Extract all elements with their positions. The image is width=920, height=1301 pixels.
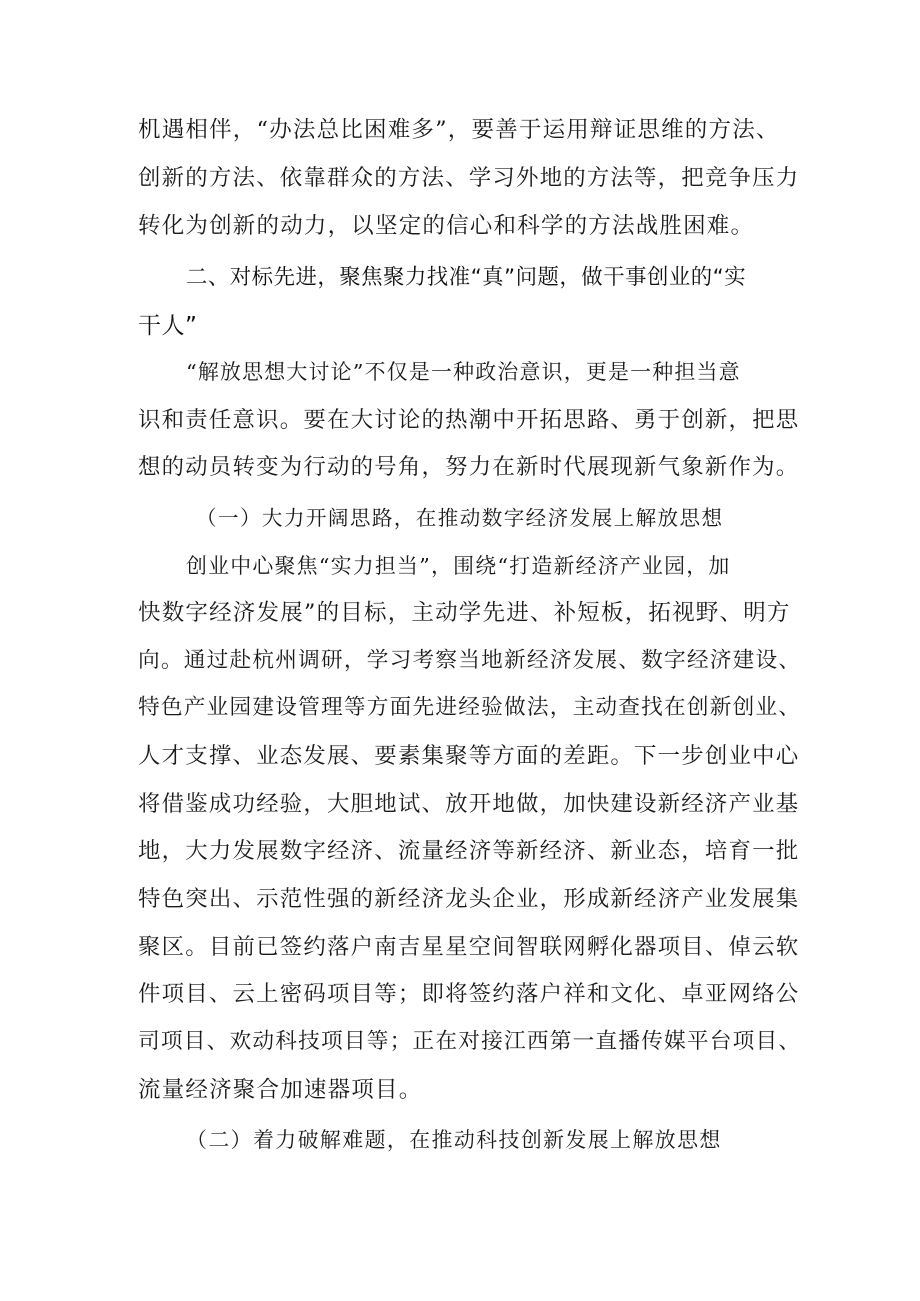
paragraph-line-15: 将借鉴成功经验，大胆地试、放开地做，加快建设新经济产业基 — [138, 791, 800, 817]
paragraph-line-19: 件项目、云上密码项目等；即将签约落户祥和文化、卓亚网络公 — [138, 981, 800, 1007]
paragraph-line-21: 流量经济聚合加速器项目。 — [138, 1077, 423, 1103]
paragraph-line-3: 转化为创新的动力，以坚定的信心和科学的方法战胜困难。 — [138, 213, 755, 239]
paragraph-line-10: 创业中心聚焦“实力担当”，围绕“打造新经济产业园，加 — [186, 554, 731, 578]
paragraph-line-16: 地，大力发展数字经济、流量经济等新经济、新业态，培育一批 — [138, 838, 800, 864]
paragraph-line-18: 聚区。目前已签约落户南吉星星空间智联网孵化器项目、倬云软 — [138, 934, 800, 960]
paragraph-line-11: 快数字经济发展”的目标，主动学先进、补短板，拓视野、明方 — [138, 600, 791, 626]
paragraph-line-1: 机遇相伴，“办法总比困难多”，要善于运用辩证思维的方法、 — [138, 117, 780, 143]
paragraph-line-14: 人才支撑、业态发展、要素集聚等方面的差距。下一步创业中心 — [138, 743, 800, 769]
section-heading-line-2: 干人” — [138, 313, 198, 339]
subheading-2: （二）着力破解难题，在推动科技创新发展上解放思想 — [186, 1128, 722, 1152]
paragraph-line-13: 特色产业园建设管理等方面先进经验做法，主动查找在创新创业、 — [138, 695, 802, 720]
subheading-1: （一）大力开阔思路，在推动数字经济发展上解放思想 — [196, 506, 724, 530]
paragraph-line-6: “解放思想大讨论”不仅是一种政治意识，更是一种担当意 — [186, 360, 741, 384]
paragraph-line-20: 司项目、欢动科技项目等；正在对接江西第一直播传媒平台项目、 — [138, 1029, 802, 1054]
section-heading-line-1: 二、对标先进，聚焦聚力找准“真”问题，做干事创业的“实 — [186, 265, 747, 290]
paragraph-line-17: 特色突出、示范性强的新经济龙头企业，形成新经济产业发展集 — [138, 886, 800, 912]
paragraph-line-7: 识和责任意识。要在大讨论的热潮中开拓思路、勇于创新，把思 — [138, 407, 800, 433]
paragraph-line-2: 创新的方法、依靠群众的方法、学习外地的方法等，把竞争压力 — [138, 165, 800, 191]
paragraph-line-8: 想的动员转变为行动的号角，努力在新时代展现新气象新作为。 — [138, 454, 800, 480]
paragraph-line-12: 向。通过赴杭州调研，学习考察当地新经济发展、数字经济建设、 — [138, 648, 802, 673]
